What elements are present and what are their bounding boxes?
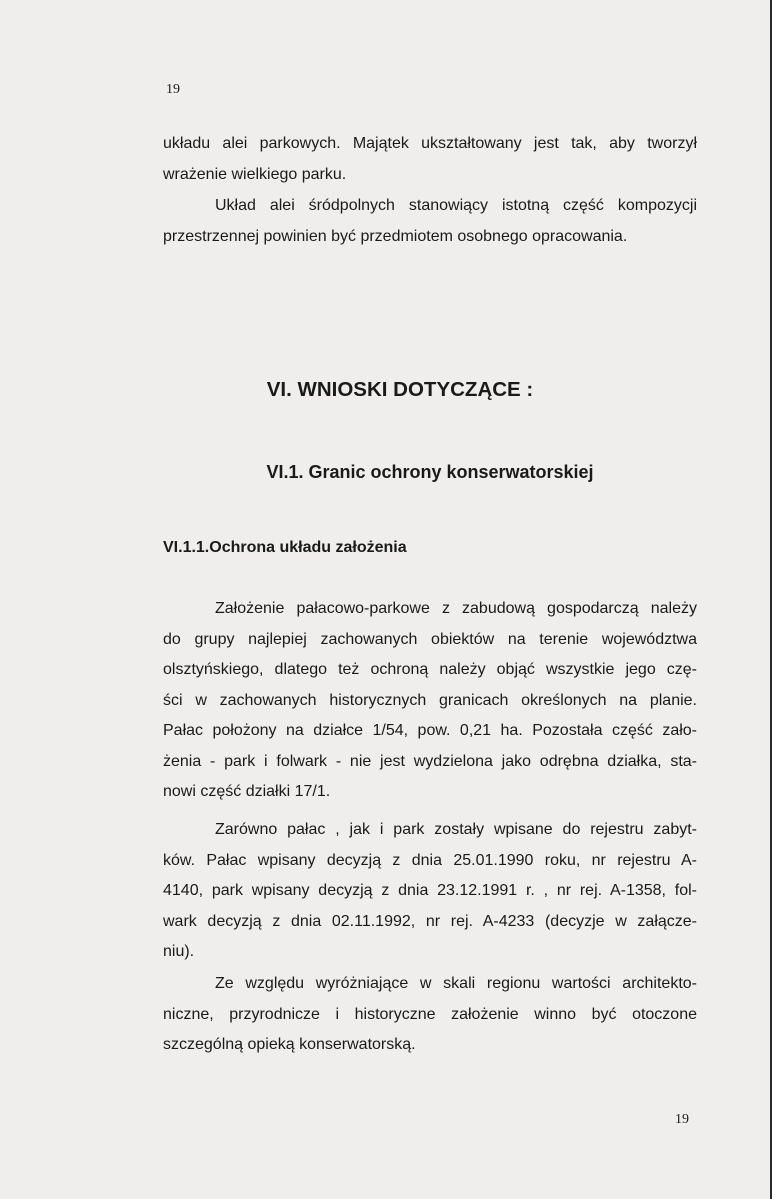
text-line: nowi część działki 17/1. — [163, 783, 331, 800]
text-line: ści w zachowanych historycznych granicach określonych na planie. — [163, 691, 697, 709]
page-number-bottom: 19 — [675, 1112, 689, 1127]
protection-paragraph — [163, 594, 697, 808]
section-heading: VI. WNIOSKI DOTYCZĄCE : — [266, 378, 534, 401]
page-number-top: 19 — [166, 82, 180, 97]
text-line: Układ alei śródpolnych stanowiący istotną część kompozycji — [215, 197, 697, 214]
page-edge-divider — [770, 0, 780, 1199]
alley-paragraph — [163, 191, 697, 252]
subsection-heading: VI.1. Granic ochrony konserwatorskiej — [266, 462, 594, 482]
text-line: do grupy najlepiej zachowanych obiektów na terenie województwa — [163, 630, 697, 648]
text-line: Ze względu wyróżniające w skali regionu wartości architekto- — [215, 975, 697, 992]
text-line: Pałac położony na działce 1/54, pow. 0,21 ha. Pozostała część zało- — [163, 722, 697, 739]
text-line: żenia - park i folwark - nie jest wydzielona jako odrębna działka, sta- — [163, 752, 697, 770]
text-line: przestrzennej powinien być przedmiotem osobnego opracowania. — [163, 227, 628, 245]
text-line: ków. Pałac wpisany decyzją z dnia 25.01.1990 roku, nr rejestru A- — [163, 851, 697, 869]
text-line: niczne, przyrodnicze i historyczne założenie winno być otoczone — [163, 1005, 697, 1023]
text-line: Zarówno pałac , jak i park zostały wpisane do rejestru zabyt- — [215, 821, 697, 838]
text-line: niu). — [163, 943, 195, 960]
text-line: układu alei parkowych. Majątek ukształtowany jest tak, aby tworzył — [163, 135, 697, 152]
intro-paragraph — [163, 129, 697, 190]
text-line: szczególną opieką konserwatorską. — [163, 1036, 416, 1053]
registry-paragraph — [163, 815, 697, 968]
text-line: olsztyńskiego, dlatego też ochroną należy objąć wszystkie jego czę- — [163, 661, 697, 678]
subsubsection-heading: VI.1.1.Ochrona układu założenia — [163, 539, 407, 556]
text-line: Założenie pałacowo-parkowe z zabudową gospodarczą należy — [215, 600, 697, 617]
text-line: wrażenie wielkiego parku. — [163, 165, 347, 183]
text-line: wark decyzją z dnia 02.11.1992, nr rej. A-4233 (decyzje w załącze- — [163, 912, 697, 930]
conclusion-paragraph — [163, 969, 697, 1061]
text-line: 4140, park wpisany decyzją z dnia 23.12.1991 r. , nr rej. A-1358, fol- — [163, 882, 697, 899]
